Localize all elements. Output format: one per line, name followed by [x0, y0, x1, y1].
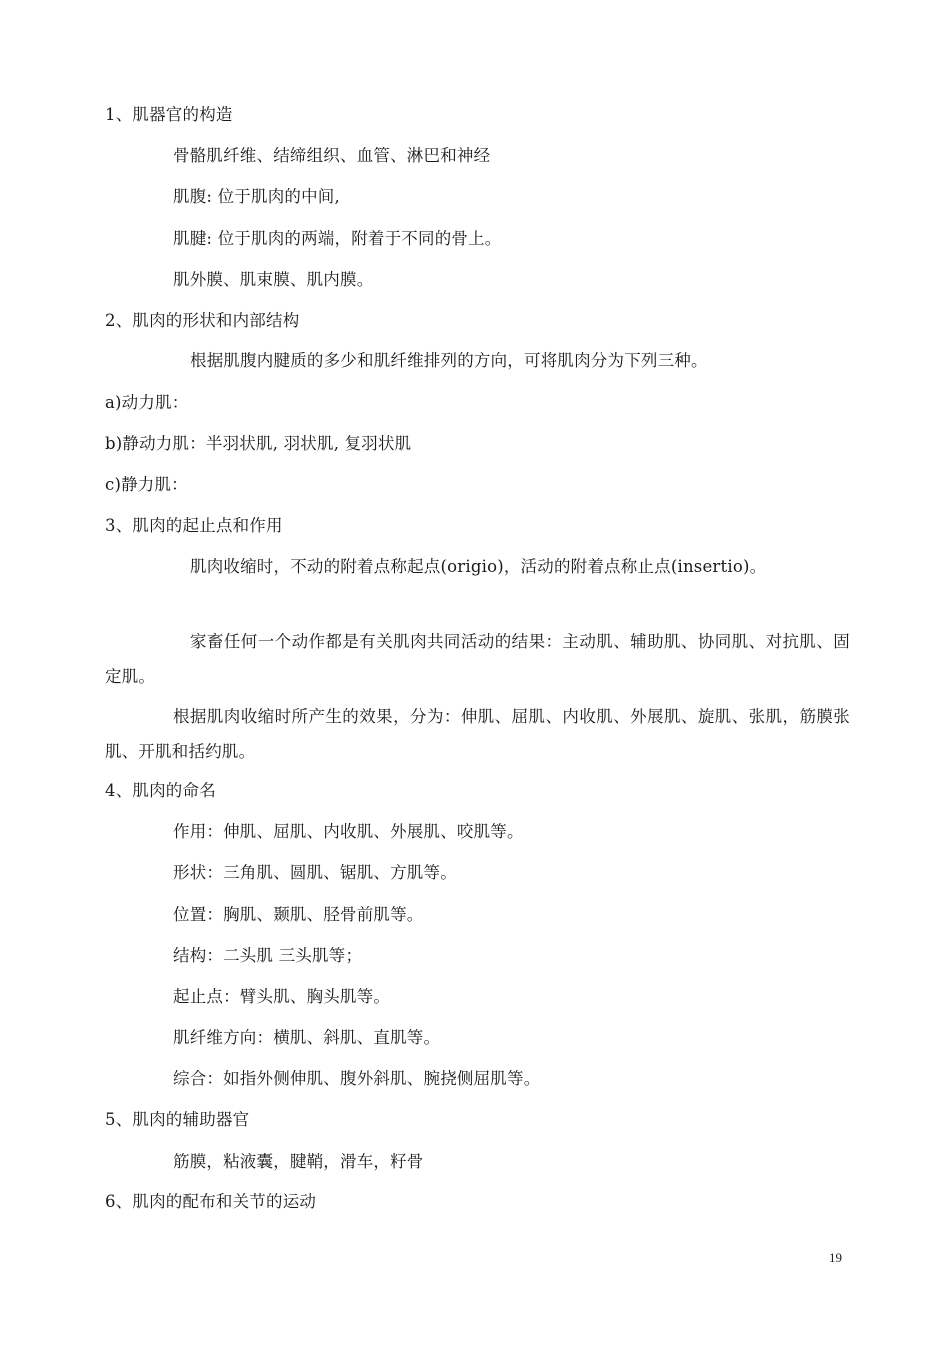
section-3-paragraph: 家畜任何一个动作都是有关肌肉共同活动的结果：主动肌、辅助肌、协同肌、对抗肌、固定肌。	[105, 632, 850, 686]
section-2-item: a)动力肌：	[105, 393, 189, 412]
section-3-paragraph: 根据肌肉收缩时所产生的效果，分为：伸肌、屈肌、内收肌、外展肌、旋肌、张肌，筋膜张肌、开肌和括约肌。	[105, 707, 850, 761]
section-4-line: 综合：如指外侧伸肌、腹外斜肌、腕挠侧屈肌等。	[173, 1069, 541, 1088]
section-2-item: b)静动力肌：半羽状肌, 羽状肌, 复羽状肌	[105, 434, 412, 453]
section-2-item: c)静力肌：	[105, 475, 188, 494]
section-1-heading: 1、肌器官的构造	[105, 105, 233, 124]
section-4-line: 作用：伸肌、屈肌、内收肌、外展肌、咬肌等。	[173, 822, 524, 841]
page-number: 19	[829, 1250, 842, 1265]
section-1-line: 肌腱: 位于肌肉的两端，附着于不同的骨上。	[173, 229, 502, 248]
section-2-heading: 2、肌肉的形状和内部结构	[105, 311, 300, 330]
section-4-line: 起止点：臂头肌、胸头肌等。	[173, 987, 391, 1006]
section-1-line: 肌腹: 位于肌肉的中间,	[173, 187, 340, 206]
section-4-line: 位置：胸肌、颞肌、胫骨前肌等。	[173, 905, 424, 924]
section-1-line: 肌外膜、肌束膜、肌内膜。	[173, 270, 374, 289]
section-4-line: 肌纤维方向：横肌、斜肌、直肌等。	[173, 1028, 441, 1047]
section-3-heading: 3、肌肉的起止点和作用	[105, 516, 283, 535]
section-4-line: 形状：三角肌、圆肌、锯肌、方肌等。	[173, 863, 457, 882]
section-3-paragraph: 肌肉收缩时，不动的附着点称起点(origio)，活动的附着点称止点(insertio)。	[190, 557, 767, 576]
section-1-line: 骨骼肌纤维、结缔组织、血管、淋巴和神经	[173, 146, 491, 165]
section-6-heading: 6、肌肉的配布和关节的运动	[105, 1192, 317, 1211]
section-4-line: 结构：二头肌 三头肌等；	[173, 946, 363, 965]
section-5-line: 筋膜，粘液囊，腱鞘，滑车，籽骨	[173, 1152, 424, 1171]
section-2-intro: 根据肌腹内腱质的多少和肌纤维排列的方向，可将肌肉分为下列三种。	[190, 351, 708, 370]
section-5-heading: 5、肌肉的辅助器官	[105, 1110, 250, 1129]
section-4-heading: 4、肌肉的命名	[105, 781, 216, 800]
